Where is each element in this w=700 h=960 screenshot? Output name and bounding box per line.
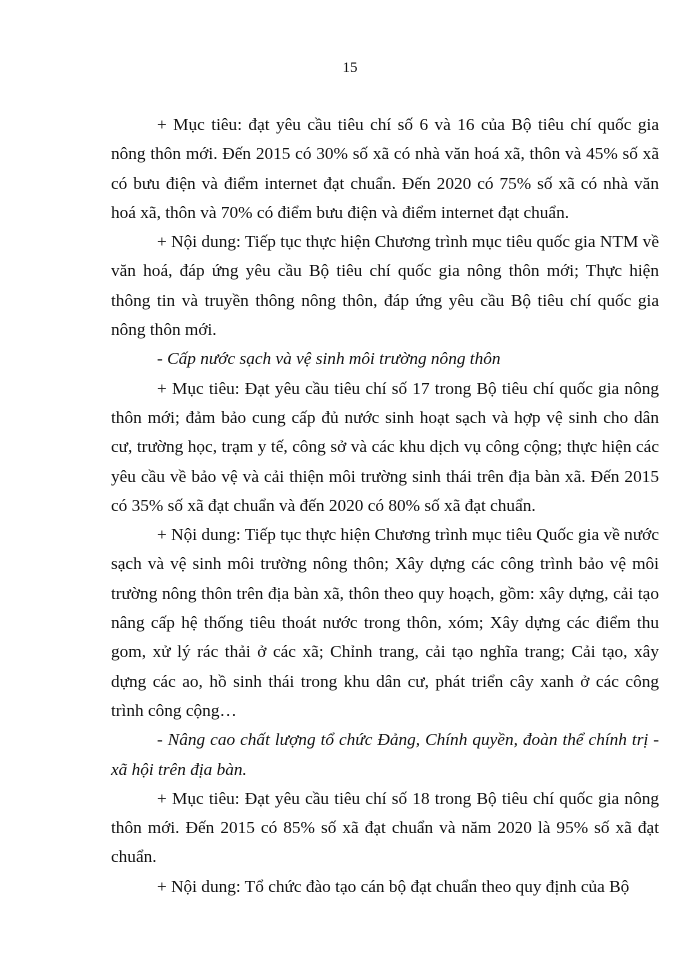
document-body	[111, 110, 659, 901]
paragraph-organization-content: + Nội dung: Tổ chức đào tạo cán bộ đạt chuẩn theo quy định của Bộ	[157, 876, 630, 896]
paragraph-water-content: + Nội dung: Tiếp tục thực hiện Chương trình mục tiêu Quốc gia về nước sạch và vệ sinh môi trường nông thôn; Xây dựng các công trình bảo vệ môi trường nông thôn trên địa bàn xã, thôn theo quy hoạch, gồm: xây dựng, cải tạo nâng cấp hệ thống tiêu thoát nước trong thôn, xóm; Xây dựng các điểm thu gom, xử lý rác thải ở các xã; Chỉnh trang, cải tạo nghĩa trang; Cải tạo, xây dựng các ao, hồ sinh thái trong khu dân cư, phát triển cây xanh ở các công trình công cộng…	[111, 525, 659, 720]
paragraph-culture-content: + Nội dung: Tiếp tục thực hiện Chương trình mục tiêu quốc gia NTM về văn hoá, đáp ứng yêu cầu Bộ tiêu chí quốc gia nông thôn mới; Thực hiện thông tin và truyền thông nông thôn, đáp ứng yêu cầu Bộ tiêu chí quốc gia nông thôn mới.	[111, 232, 659, 340]
page-number: 15	[342, 60, 358, 76]
paragraph-water-goal: + Mục tiêu: Đạt yêu cầu tiêu chí số 17 trong Bộ tiêu chí quốc gia nông thôn mới; đảm bảo cung cấp đủ nước sinh hoạt sạch và hợp vệ sinh cho dân cư, trường học, trạm y tế, công sở và các khu dịch vụ công cộng; thực hiện các yêu cầu về bảo vệ và cải thiện môi trường sinh thái trên địa bàn xã. Đến 2015 có 35% số xã đạt chuẩn và đến 2020 có 80% số xã đạt chuẩn.	[111, 378, 659, 515]
section-heading-party-organization: - Nâng cao chất lượng tổ chức Đảng, Chính quyền, đoàn thể chính trị - xã hội trên địa bàn.	[111, 730, 659, 779]
paragraph-culture-goal: + Mục tiêu: đạt yêu cầu tiêu chí số 6 và 16 của Bộ tiêu chí quốc gia nông thôn mới. Đến 2015 có 30% số xã có nhà văn hoá xã, thôn và 45% số xã có bưu điện và điểm internet đạt chuẩn. Đến 2020 có 75% số xã có nhà văn hoá xã, thôn và 70% có điểm bưu điện và điểm internet đạt chuẩn.	[111, 115, 659, 222]
paragraph-organization-goal: + Mục tiêu: Đạt yêu cầu tiêu chí số 18 trong Bộ tiêu chí quốc gia nông thôn mới. Đến 2015 có 85% số xã đạt chuẩn và năm 2020 là 95% số xã đạt chuẩn.	[111, 788, 659, 867]
section-heading-clean-water: - Cấp nước sạch và vệ sinh môi trường nông thôn	[157, 349, 501, 369]
